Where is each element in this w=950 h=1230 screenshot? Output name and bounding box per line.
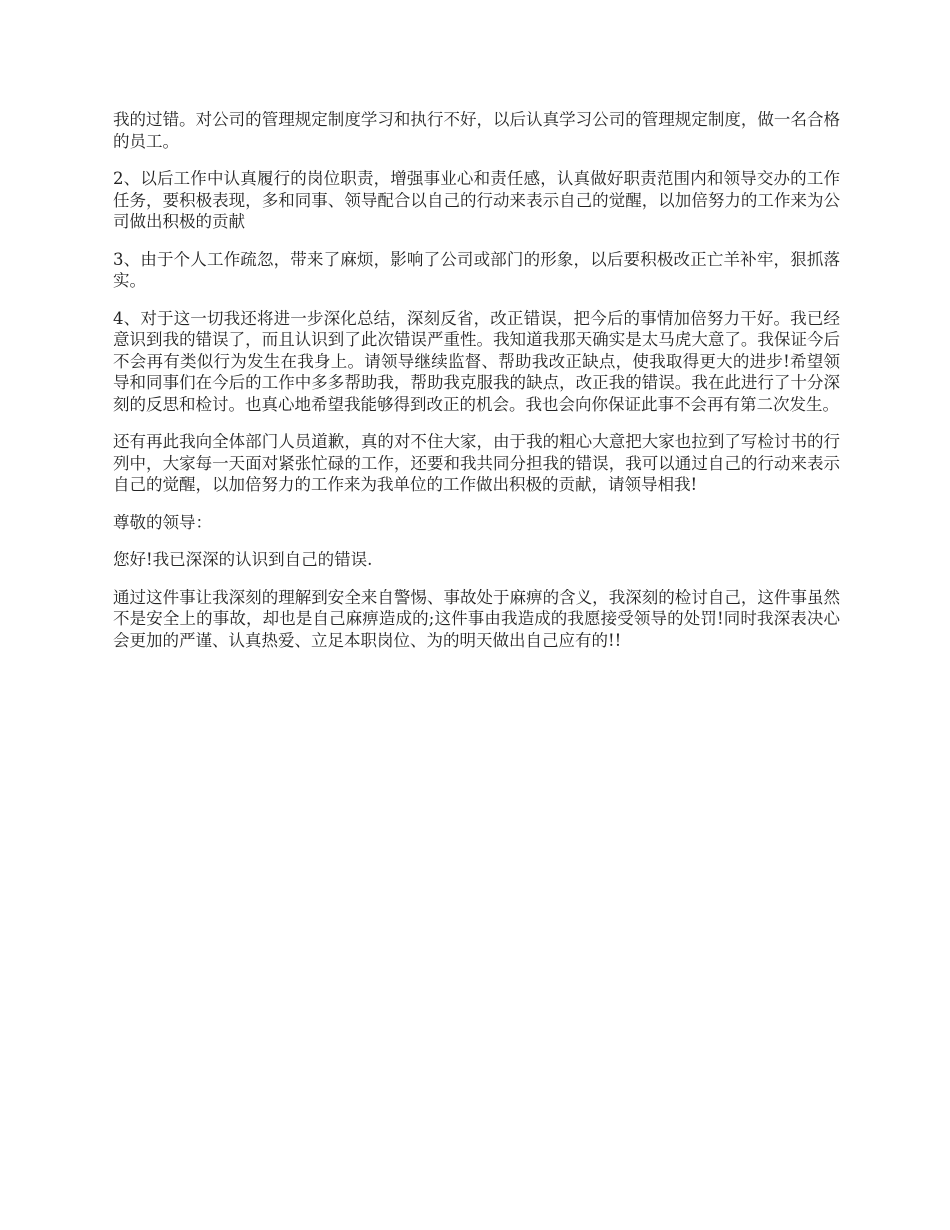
paragraph-continuation: 我的过错。对公司的管理规定制度学习和执行不好，以后认真学习公司的管理规定制度，做一名合格的员工。 bbox=[113, 110, 840, 151]
document-body bbox=[113, 109, 840, 667]
paragraph-apology: 还有再此我向全体部门人员道歉，真的对不住大家，由于我的粗心大意把大家也拉到了写检讨书的行列中，大家每一天面对紧张忙碌的工作，还要和我共同分担我的错误，我可以通过自己的行动来表示自己的觉醒，以加倍努力的工作来为我单位的工作做出积极的贡献，请领导相我! bbox=[113, 432, 840, 494]
paragraph-reflection: 通过这件事让我深刻的理解到安全来自警惕、事故处于麻痹的含义，我深刻的检讨自己，这件事虽然不是安全上的事故，却也是自己麻痹造成的;这件事由我造成的我愿接受领导的处罚!同时我深表决心会更加的严谨、认真热爱、立足本职岗位、为的明天做出自己应有的!! bbox=[113, 587, 840, 650]
paragraph-item-3: 3、由于个人工作疏忽，带来了麻烦，影响了公司或部门的形象，以后要积极改正亡羊补牢，狠抓落实。 bbox=[113, 249, 840, 290]
greeting: 您好!我已深深的认识到自己的错误. bbox=[113, 550, 373, 569]
paragraph-item-4: 4、对于这一切我还将进一步深化总结，深刻反省，改正错误，把今后的事情加倍努力干好。我已经意识到我的错误了，而且认识到了此次错误严重性。我知道我那天确实是太马虎大意了。我保证今后不会再有类似行为发生在我身上。请领导继续监督、帮助我改正缺点，使我取得更大的进步!希望领导和同事们在今后的工作中多多帮助我，帮助我克服我的缺点，改正我的错误。我在此进行了十分深刻的反思和检讨。也真心地希望我能够得到改正的机会。我也会向你保证此事不会再有第二次发生。 bbox=[113, 308, 840, 414]
paragraph-item-2: 2、以后工作中认真履行的岗位职责，增强事业心和责任感，认真做好职责范围内和领导交办的工作任务，要积极表现，多和同事、领导配合以自己的行动来表示自己的觉醒，以加倍努力的工作来为公司做出积极的贡献 bbox=[113, 169, 840, 231]
salutation: 尊敬的领导： bbox=[113, 512, 212, 532]
